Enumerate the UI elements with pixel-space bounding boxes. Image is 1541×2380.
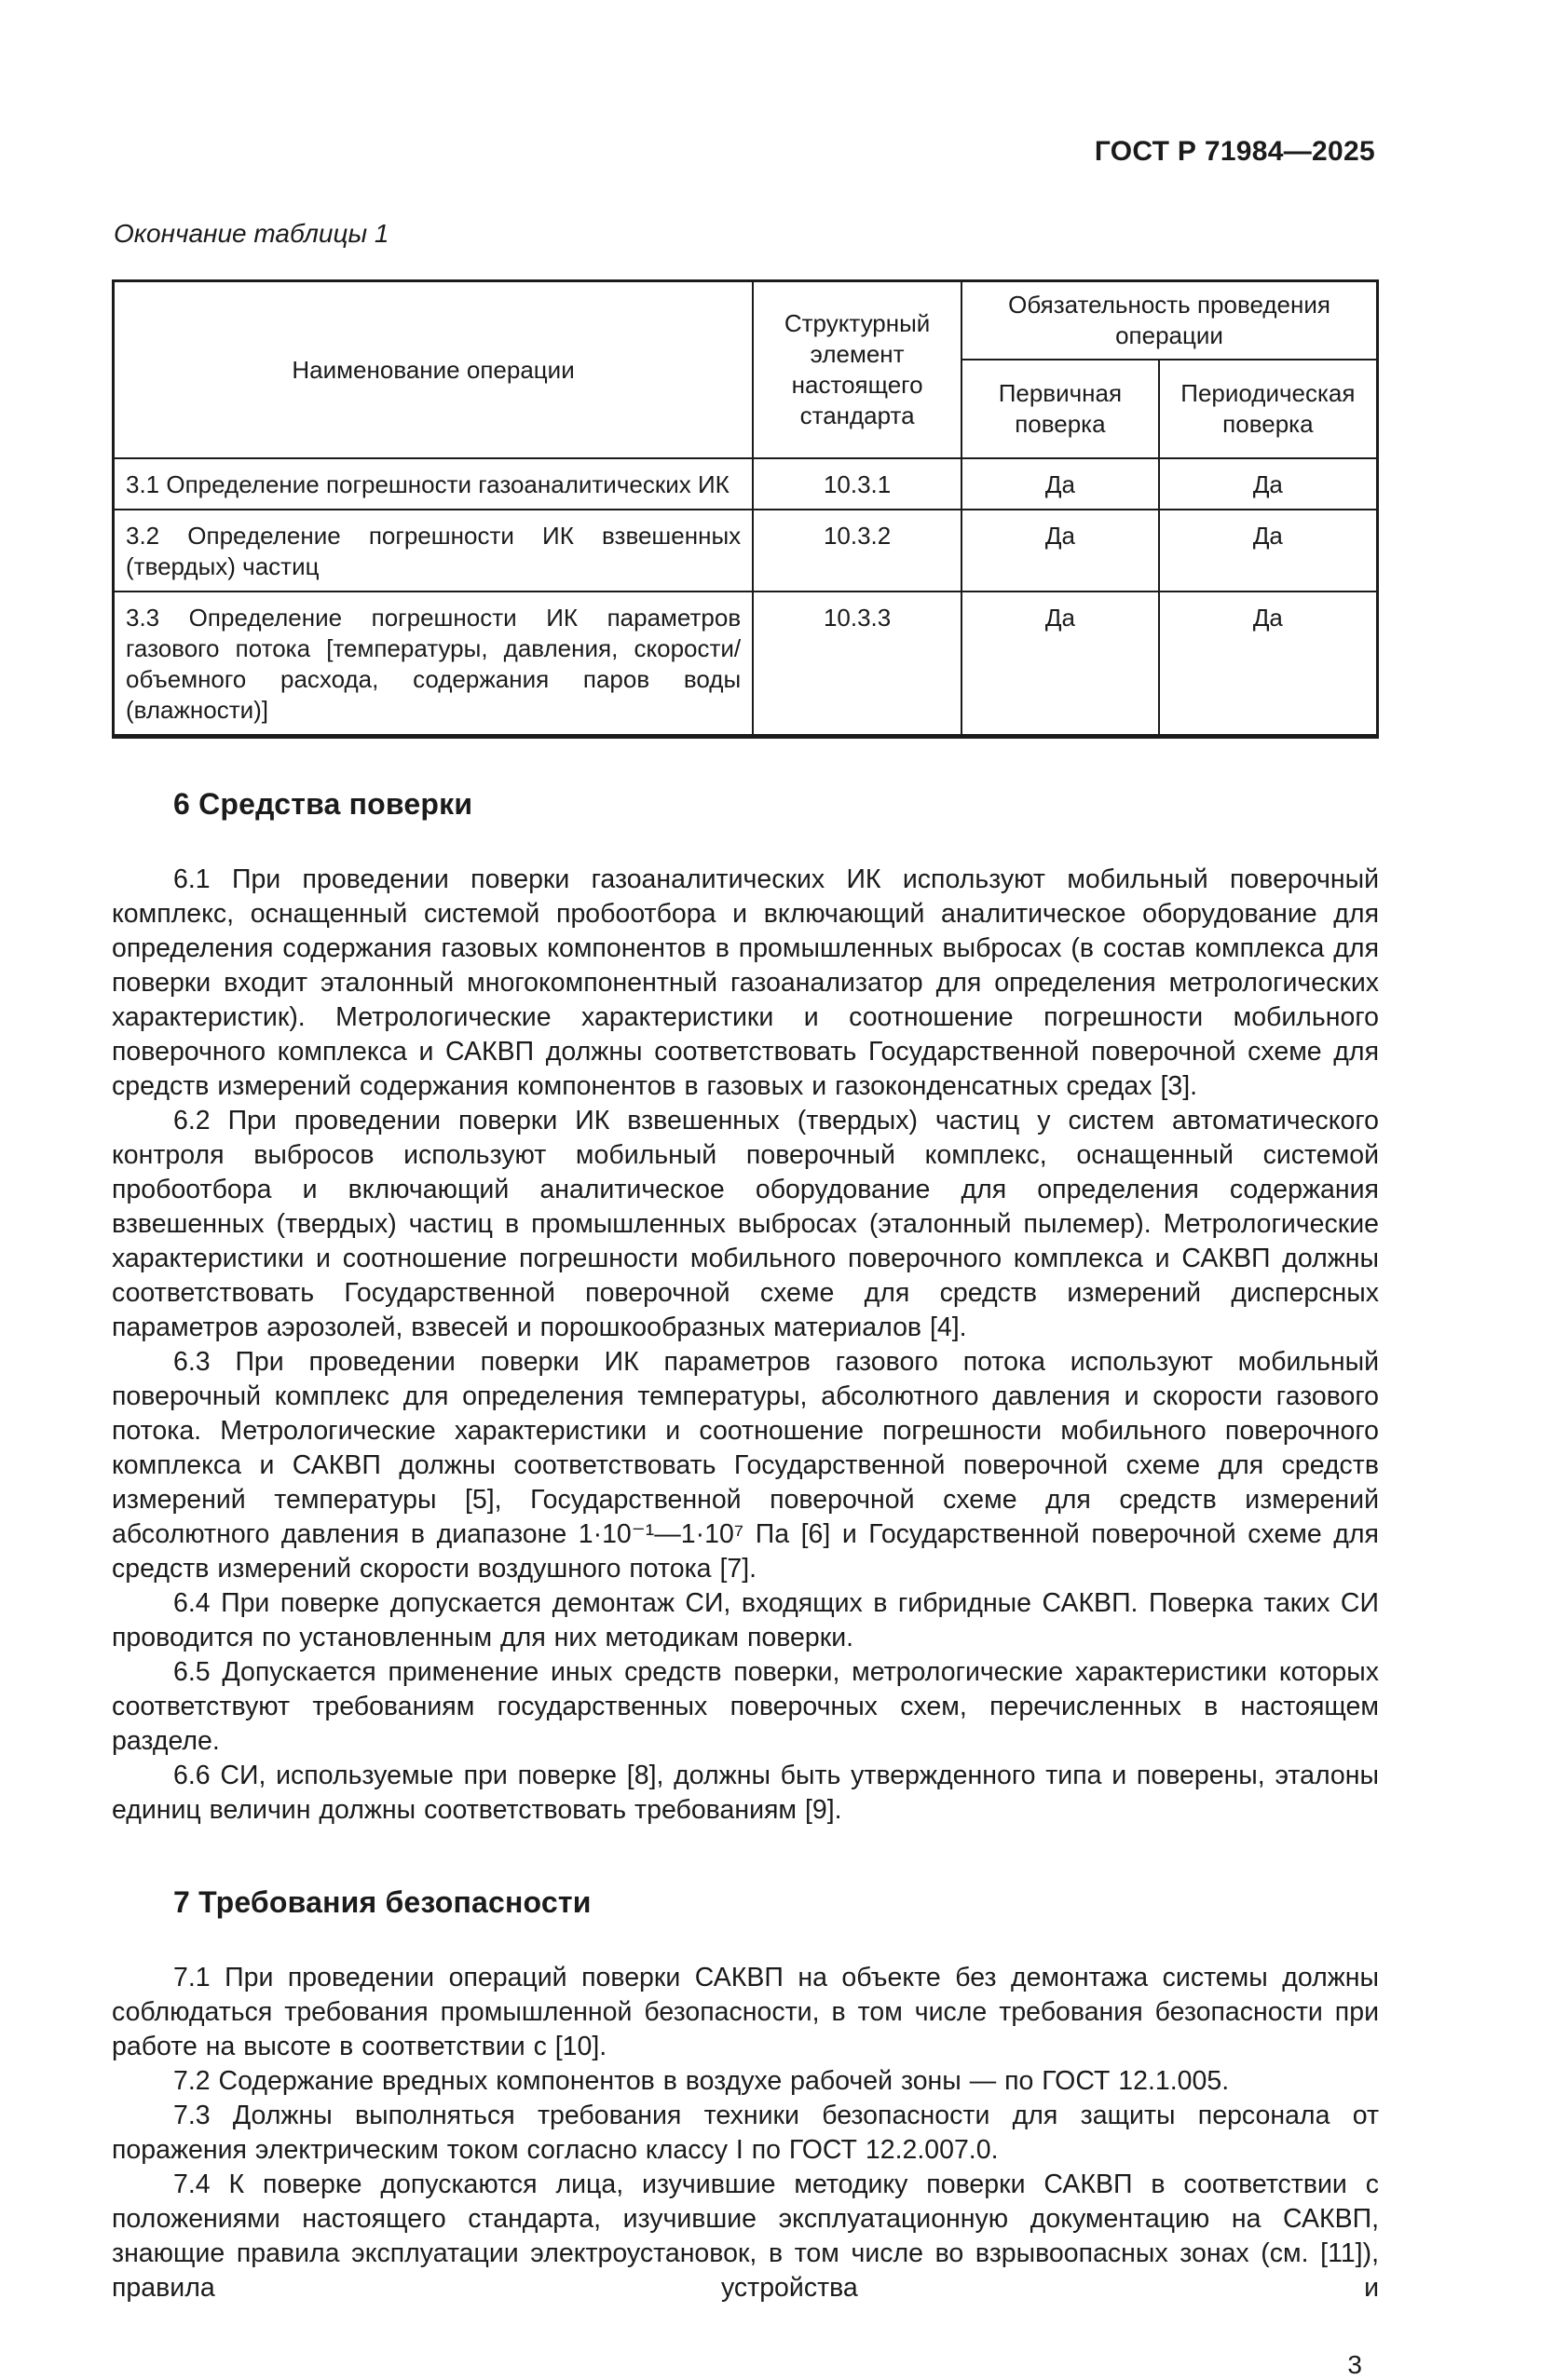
col-header-obligation-group: Обязательность проведения операции bbox=[961, 281, 1377, 360]
cell-periodic: Да bbox=[1159, 510, 1378, 592]
cell-primary: Да bbox=[961, 592, 1159, 737]
paragraph-6-4: 6.4 При поверке допускается демонтаж СИ, входящих в гибридные САКВП. Поверка таких СИ проводится по установленным для них методикам поверки. bbox=[112, 1588, 1379, 1652]
cell-primary: Да bbox=[961, 510, 1159, 592]
cell-operation-name: 3.1 Определение погрешности газоаналитических ИК bbox=[114, 458, 754, 510]
col-header-operation-name: Наименование операции bbox=[114, 281, 754, 459]
paragraph-7-3: 7.3 Должны выполняться требования техники безопасности для защиты персонала от поражения электрическим током согласно классу I по ГОСТ 12.2.007.0. bbox=[112, 2101, 1379, 2165]
standard-number-header: ГОСТ Р 71984—2025 bbox=[1094, 136, 1375, 167]
paragraph-6-3: 6.3 При проведении поверки ИК параметров газового потока используют мобильный поверочный комплекс для определения температуры, абсолютного давления и скорости газового потока. Метрологические характеристики и соотношение погрешности мобильного поверочного комплекса и САКВП должны соответствовать Государственной поверочной схеме для средств измерений температуры [5], Государственной поверочной схеме для средств измерений абсолютного давления в диапазоне 1·10⁻¹—1·10⁷ Па [6] и Государственной поверочной схеме для средств измерений скорости воздушного потока [7]. bbox=[112, 1347, 1379, 1584]
cell-structural-element: 10.3.2 bbox=[753, 510, 961, 592]
cell-periodic: Да bbox=[1159, 458, 1378, 510]
table-header-row-group bbox=[114, 281, 1378, 360]
page-number: 3 bbox=[1347, 2350, 1362, 2379]
cell-operation-name: 3.2 Определение погрешности ИК взвешенных (твердых) частиц bbox=[114, 510, 754, 592]
col-header-structural-element: Структурный элемент настоящего стандарта bbox=[753, 281, 961, 459]
col-header-periodic-verification: Периодическая поверка bbox=[1159, 360, 1378, 458]
verification-operations-table bbox=[112, 279, 1379, 739]
paragraph-7-4: 7.4 К поверке допускаются лица, изучившие методику поверки САКВП в соответствии с положениями настоящего стандарта, изучившие эксплуатационную документацию на САКВП, знающие правила эксплуатации электроустановок, в том числе во взрывоопасных зонах (см. [11]), правила устройства и bbox=[112, 2169, 1379, 2303]
cell-primary: Да bbox=[961, 458, 1159, 510]
cell-operation-name: 3.3 Определение погрешности ИК параметров газового потока [температуры, давления, скорости/объемного расхода, содержания паров воды (влажности)] bbox=[114, 592, 754, 737]
section-7-title: 7 Требования безопасности bbox=[173, 1885, 592, 1919]
paragraph-6-5: 6.5 Допускается применение иных средств поверки, метрологические характеристики которых соответствуют требованиям государственных поверочных схем, перечисленных в настоящем разделе. bbox=[112, 1657, 1379, 1756]
table-row bbox=[114, 510, 1378, 592]
paragraph-6-6: 6.6 СИ, используемые при поверке [8], должны быть утвержденного типа и поверены, эталоны единиц величин должны соответствовать требованиям [9]. bbox=[112, 1761, 1379, 1825]
section-6-title: 6 Средства поверки bbox=[173, 787, 473, 821]
paragraph-7-1: 7.1 При проведении операций поверки САКВП на объекте без демонтажа системы должны соблюдаться требования промышленной безопасности, в том числе требования безопасности при работе на высоте в соответствии с [10]. bbox=[112, 1963, 1379, 2061]
cell-structural-element: 10.3.3 bbox=[753, 592, 961, 737]
paragraph-6-2: 6.2 При проведении поверки ИК взвешенных (твердых) частиц у систем автоматического контроля выбросов используют мобильный поверочный комплекс, оснащенный системой пробоотбора и включающий аналитическое оборудование для определения содержания взвешенных (твердых) частиц в промышленных выбросах (эталонный пылемер). Метрологические характеристики и соотношение погрешности мобильного поверочного комплекса и САКВП должны соответствовать Государственной поверочной схеме для средств измерений дисперсных параметров аэрозолей, взвесей и порошкообразных материалов [4]. bbox=[112, 1106, 1379, 1342]
content-column bbox=[112, 279, 1379, 2380]
table-row bbox=[114, 592, 1378, 737]
table-row bbox=[114, 458, 1378, 510]
col-header-primary-verification: Первичная поверка bbox=[961, 360, 1159, 458]
cell-periodic: Да bbox=[1159, 592, 1378, 737]
cell-structural-element: 10.3.1 bbox=[753, 458, 961, 510]
paragraph-7-2: 7.2 Содержание вредных компонентов в воздухе рабочей зоны — по ГОСТ 12.1.005. bbox=[173, 2066, 1230, 2096]
table-continuation-caption: Окончание таблицы 1 bbox=[114, 219, 389, 248]
paragraph-6-1: 6.1 При проведении поверки газоаналитических ИК используют мобильный поверочный комплекс, оснащенный системой пробоотбора и включающий аналитическое оборудование для определения содержания газовых компонентов в промышленных выбросах (в состав комплекса для поверки входит эталонный многокомпонентный газоанализатор для определения метрологических характеристик). Метрологические характеристики и соотношение погрешности мобильного поверочного комплекса и САКВП должны соответствовать Государственной поверочной схеме для средств измерений содержания компонентов в газовых и газоконденсатных средах [3]. bbox=[112, 864, 1379, 1101]
